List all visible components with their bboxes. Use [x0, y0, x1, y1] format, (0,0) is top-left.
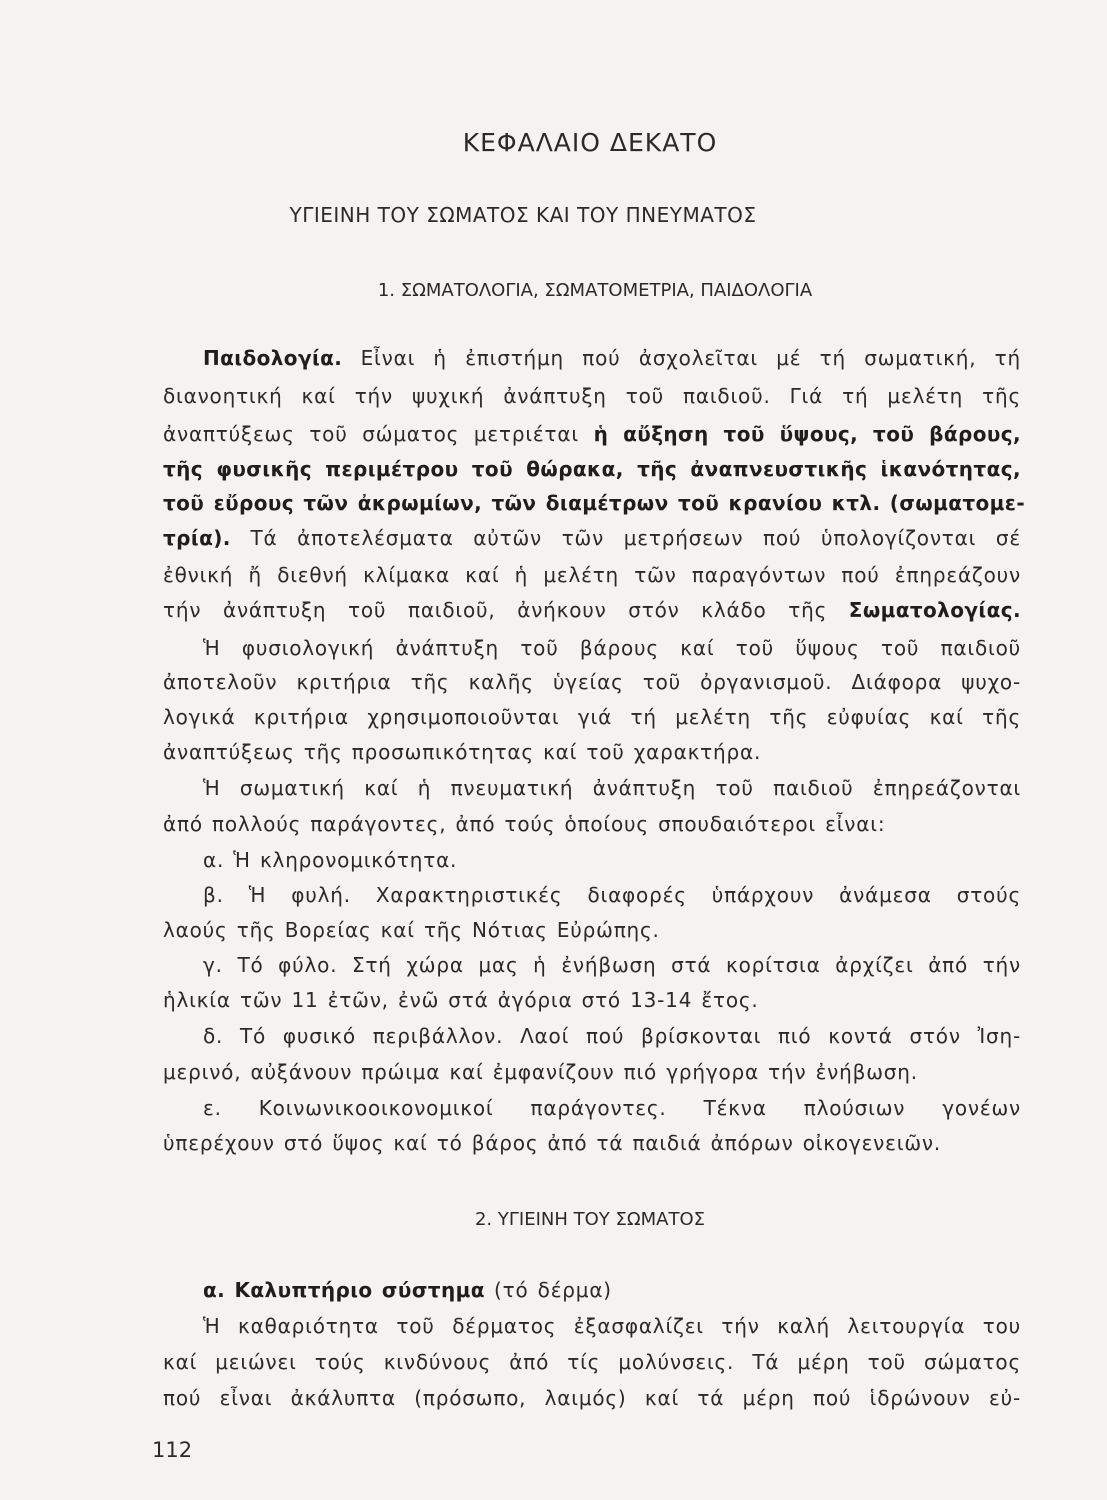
- list-item-e-cont: ὑπερέχουν στό ὕψος καί τό βάρος ἀπό τά παιδιά ἀπόρων οἰκογενειῶν.: [163, 1131, 942, 1155]
- paragraph-line: πού εἶναι ἀκάλυπτα (πρόσωπο, λαιμός) καί τά μέρη πού ἱδρώνουν εὐ-: [163, 1386, 1021, 1410]
- paragraph-line: τρία). Τά ἀποτελέσματα αὐτῶν τῶν μετρήσεων πού ὑπολογίζονται σέ: [163, 526, 1021, 550]
- paragraph-line: ἀναπτύξεως τοῦ σώματος μετριέται ἡ αὔξηση τοῦ ὕψους, τοῦ βάρους,: [163, 422, 1021, 446]
- list-item-b-cont: λαούς τῆς Βορείας καί τῆς Νότιας Εὐρώπης.: [163, 918, 660, 942]
- term-somatologia: Σωματολογίας.: [848, 598, 1021, 622]
- section-2-heading: 2. ΥΓΙΕΙΝΗ ΤΟΥ ΣΩΜΑΤΟΣ: [474, 1209, 706, 1230]
- paragraph-line: Ἡ σωματική καί ἡ πνευματική ἀνάπτυξη τοῦ παιδιοῦ ἐπηρεάζονται: [203, 776, 1021, 800]
- chapter-title: ΚΕΦΑΛΑΙΟ ΔΕΚΑΤΟ: [462, 128, 718, 157]
- chapter-subtitle: ΥΓΙΕΙΝΗ ΤΟΥ ΣΩΜΑΤΟΣ ΚΑΙ ΤΟΥ ΠΝΕΥΜΑΤΟΣ: [289, 203, 757, 227]
- list-item-d: δ. Τό φυσικό περιβάλλον. Λαοί πού βρίσκονται πιό κοντά στόν Ἰση-: [203, 1024, 1021, 1048]
- paragraph-line: Ἡ φυσιολογική ἀνάπτυξη τοῦ βάρους καί τοῦ ὕψους τοῦ παιδιοῦ: [203, 636, 1021, 660]
- paragraph-line: ἐθνική ἤ διεθνή κλίμακα καί ἡ μελέτη τῶν παραγόντων πού ἐπηρεάζουν: [163, 563, 1021, 587]
- paragraph-line: ἀποτελοῦν κριτήρια τῆς καλῆς ὑγείας τοῦ ὀργανισμοῦ. Διάφορα ψυχο-: [163, 670, 1021, 694]
- paragraph-line: τοῦ εὔρους τῶν ἀκρωμίων, τῶν διαμέτρων τοῦ κρανίου κτλ. (σωματομε-: [163, 491, 1026, 515]
- list-item-a: α. Ἡ κληρονομικότητα.: [203, 848, 458, 872]
- list-item-b: β. Ἡ φυλή. Χαρακτηριστικές διαφορές ὑπάρχουν ἀνάμεσα στούς: [203, 883, 1021, 907]
- paragraph-line: τῆς φυσικῆς περιμέτρου τοῦ θώρακα, τῆς ἀναπνευστικῆς ἱκανότητας,: [163, 457, 1021, 481]
- term-paidologia: Παιδολογία.: [203, 346, 343, 370]
- paragraph-line: καί μειώνει τούς κινδύνους ἀπό τίς μολύνσεις. Τά μέρη τοῦ σώματος: [163, 1350, 1021, 1374]
- paragraph-line: λογικά κριτήρια χρησιμοποιοῦνται γιά τή μελέτη τῆς εὐφυίας καί τῆς: [163, 705, 1021, 729]
- paragraph-line: τήν ἀνάπτυξη τοῦ παιδιοῦ, ἀνήκουν στόν κλάδο τῆς Σωματολογίας.: [163, 598, 1021, 622]
- subsection-heading: α. Καλυπτήριο σύστημα (τό δέρμα): [203, 1278, 612, 1302]
- section-1-heading: 1. ΣΩΜΑΤΟΛΟΓΙΑ, ΣΩΜΑΤΟΜΕΤΡΙΑ, ΠΑΙΔΟΛΟΓΙΑ: [377, 280, 813, 301]
- paragraph-line: διανοητική καί τήν ψυχική ἀνάπτυξη τοῦ παιδιοῦ. Γιά τή μελέτη τῆς: [163, 384, 1021, 408]
- paragraph-line: Ἡ καθαριότητα τοῦ δέρματος ἐξασφαλίζει τήν καλή λειτουργία του: [203, 1314, 1021, 1338]
- list-item-c-cont: ἡλικία τῶν 11 ἐτῶν, ἐνῶ στά ἀγόρια στό 13-14 ἔτος.: [163, 988, 759, 1012]
- list-item-c: γ. Τό φύλο. Στή χώρα μας ἡ ἐνήβωση στά κορίτσια ἀρχίζει ἀπό τήν: [203, 953, 1021, 977]
- paragraph-line: Παιδολογία. Εἶναι ἡ ἐπιστήμη πού ἀσχολεῖται μέ τή σωματική, τή: [203, 346, 1021, 370]
- list-item-e: ε. Κοινωνικοοικονομικοί παράγοντες. Τέκνα πλούσιων γονέων: [203, 1096, 1021, 1120]
- page-number: 112: [152, 1438, 193, 1462]
- paragraph-line: ἀπό πολλούς παράγοντες, ἀπό τούς ὁποίους σπουδαιότεροι εἶναι:: [163, 812, 886, 836]
- paragraph-line: ἀναπτύξεως τῆς προσωπικότητας καί τοῦ χαρακτήρα.: [163, 740, 762, 764]
- list-item-d-cont: μερινό, αὐξάνουν πρώιμα καί ἐμφανίζουν πιό γρήγορα τήν ἐνήβωση.: [163, 1060, 918, 1084]
